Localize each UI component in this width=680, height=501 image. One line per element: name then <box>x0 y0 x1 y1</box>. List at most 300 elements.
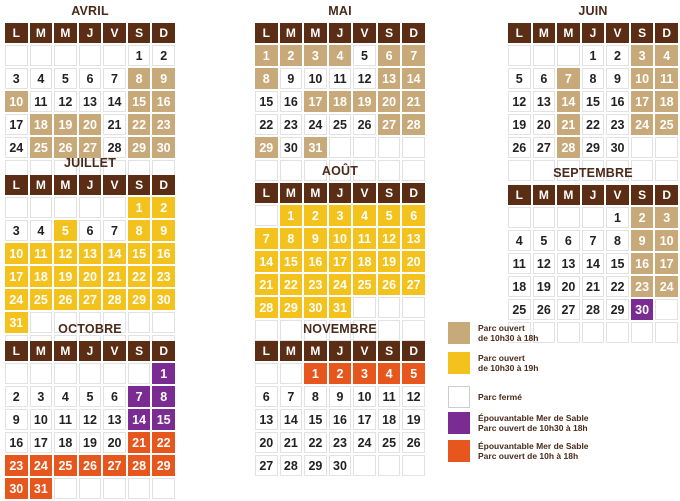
empty-cell <box>631 322 654 343</box>
day-cell: 4 <box>378 363 401 384</box>
day-cell: 16 <box>606 91 629 112</box>
day-cell: 1 <box>280 205 303 226</box>
day-cell: 7 <box>557 68 580 89</box>
day-cell: 28 <box>280 455 303 476</box>
empty-cell <box>582 322 605 343</box>
weekday-header: M <box>54 341 77 361</box>
day-cell: 15 <box>582 91 605 112</box>
weekday-header: D <box>402 341 425 361</box>
day-cell: 15 <box>304 409 327 430</box>
day-cell: 19 <box>378 251 401 272</box>
day-cell: 21 <box>128 432 151 453</box>
weekday-header: D <box>655 23 678 43</box>
day-cell: 12 <box>54 243 77 264</box>
day-cell: 20 <box>402 251 425 272</box>
weekday-header: M <box>304 23 327 43</box>
day-cell: 9 <box>280 68 303 89</box>
empty-cell <box>533 207 556 228</box>
day-cell: 25 <box>329 114 352 135</box>
day-cell: 15 <box>255 91 278 112</box>
day-cell: 30 <box>304 297 327 318</box>
empty-cell <box>54 45 77 66</box>
weekday-header: S <box>128 175 151 195</box>
day-cell: 4 <box>353 205 376 226</box>
legend-line2: de 10h30 à 19h <box>478 363 539 373</box>
day-cell: 18 <box>353 251 376 272</box>
day-cell: 18 <box>655 91 678 112</box>
calendar-grid <box>253 339 427 478</box>
day-cell: 12 <box>353 68 376 89</box>
day-cell: 17 <box>329 251 352 272</box>
day-cell: 1 <box>128 45 151 66</box>
legend-item-c1 <box>448 322 538 344</box>
day-cell: 29 <box>128 289 151 310</box>
weekday-header: L <box>5 23 28 43</box>
day-cell: 20 <box>79 266 102 287</box>
empty-cell <box>329 137 352 158</box>
day-cell: 24 <box>655 276 678 297</box>
month-title: OCTOBRE <box>58 322 122 336</box>
day-cell: 9 <box>631 230 654 251</box>
day-cell: 24 <box>304 114 327 135</box>
month-mai <box>255 0 425 173</box>
day-cell: 28 <box>255 297 278 318</box>
day-cell: 26 <box>402 432 425 453</box>
weekday-header: V <box>606 185 629 205</box>
day-cell: 25 <box>30 137 53 158</box>
day-cell: 2 <box>631 207 654 228</box>
weekday-header: D <box>152 23 175 43</box>
day-cell: 7 <box>280 386 303 407</box>
legend-line1: Parc ouvert <box>478 353 525 363</box>
empty-cell <box>79 197 102 218</box>
empty-cell <box>353 455 376 476</box>
day-cell: 23 <box>631 276 654 297</box>
day-cell: 29 <box>255 137 278 158</box>
day-cell: 20 <box>378 91 401 112</box>
legend-line1: Épouvantable Mer de Sable <box>478 413 589 423</box>
day-cell: 25 <box>655 114 678 135</box>
day-cell: 8 <box>280 228 303 249</box>
legend-line1: Parc ouvert <box>478 323 525 333</box>
weekday-header: L <box>508 185 531 205</box>
day-cell: 16 <box>152 243 175 264</box>
weekday-header: M <box>304 183 327 203</box>
day-cell: 24 <box>329 274 352 295</box>
day-cell: 23 <box>152 114 175 135</box>
legend-text <box>478 353 538 373</box>
legend-swatch <box>448 440 470 462</box>
day-cell: 29 <box>128 137 151 158</box>
day-cell: 1 <box>152 363 175 384</box>
day-cell: 7 <box>103 220 126 241</box>
day-cell: 30 <box>329 455 352 476</box>
day-cell: 30 <box>152 137 175 158</box>
empty-cell <box>402 137 425 158</box>
legend-item-c3 <box>448 412 589 434</box>
day-cell: 5 <box>353 45 376 66</box>
day-cell: 23 <box>329 432 352 453</box>
day-cell: 21 <box>255 274 278 295</box>
empty-cell <box>30 45 53 66</box>
day-cell: 23 <box>5 455 28 476</box>
empty-cell <box>378 455 401 476</box>
day-cell: 13 <box>533 91 556 112</box>
day-cell: 28 <box>103 137 126 158</box>
day-cell: 10 <box>353 386 376 407</box>
day-cell: 14 <box>582 253 605 274</box>
day-cell: 14 <box>280 409 303 430</box>
weekday-header: D <box>152 341 175 361</box>
day-cell: 13 <box>79 91 102 112</box>
day-cell: 6 <box>378 45 401 66</box>
day-cell: 28 <box>402 114 425 135</box>
weekday-header: V <box>103 175 126 195</box>
legend-line1: Épouvantable Mer de Sable <box>478 441 589 451</box>
day-cell: 11 <box>30 91 53 112</box>
day-cell: 18 <box>30 266 53 287</box>
day-cell: 12 <box>533 253 556 274</box>
day-cell: 28 <box>103 289 126 310</box>
month-juillet <box>5 152 175 346</box>
day-cell: 19 <box>54 266 77 287</box>
legend-item-closed <box>448 386 522 408</box>
day-cell: 18 <box>508 276 531 297</box>
day-cell: 8 <box>255 68 278 89</box>
weekday-header: S <box>128 23 151 43</box>
day-cell: 27 <box>557 299 580 320</box>
empty-cell <box>54 363 77 384</box>
day-cell: 7 <box>582 230 605 251</box>
day-cell: 30 <box>631 299 654 320</box>
day-cell: 17 <box>5 114 28 135</box>
day-cell: 1 <box>606 207 629 228</box>
weekday-header: J <box>329 341 352 361</box>
legend-text <box>478 392 522 402</box>
empty-cell <box>655 299 678 320</box>
day-cell: 10 <box>329 228 352 249</box>
empty-cell <box>79 45 102 66</box>
day-cell: 19 <box>508 114 531 135</box>
day-cell: 31 <box>329 297 352 318</box>
day-cell: 21 <box>280 432 303 453</box>
weekday-header: M <box>30 341 53 361</box>
day-cell: 9 <box>5 409 28 430</box>
day-cell: 7 <box>103 68 126 89</box>
day-cell: 16 <box>304 251 327 272</box>
legend-line1: Parc fermé <box>478 392 522 402</box>
day-cell: 25 <box>508 299 531 320</box>
empty-cell <box>128 363 151 384</box>
day-cell: 14 <box>103 91 126 112</box>
weekday-header: D <box>402 183 425 203</box>
empty-cell <box>402 297 425 318</box>
empty-cell <box>378 137 401 158</box>
day-cell: 21 <box>557 114 580 135</box>
day-cell: 4 <box>54 386 77 407</box>
day-cell: 30 <box>5 478 28 499</box>
weekday-header: M <box>30 175 53 195</box>
day-cell: 20 <box>255 432 278 453</box>
day-cell: 31 <box>304 137 327 158</box>
empty-cell <box>557 207 580 228</box>
day-cell: 3 <box>631 45 654 66</box>
weekday-header: D <box>152 175 175 195</box>
day-cell: 29 <box>582 137 605 158</box>
day-cell: 28 <box>128 455 151 476</box>
day-cell: 31 <box>5 312 28 333</box>
legend-text <box>478 323 538 343</box>
day-cell: 3 <box>5 68 28 89</box>
weekday-header: V <box>353 23 376 43</box>
day-cell: 10 <box>30 409 53 430</box>
day-cell: 22 <box>606 276 629 297</box>
day-cell: 15 <box>606 253 629 274</box>
day-cell: 27 <box>533 137 556 158</box>
weekday-header: S <box>631 185 654 205</box>
day-cell: 22 <box>152 432 175 453</box>
day-cell: 21 <box>103 114 126 135</box>
weekday-header: L <box>255 23 278 43</box>
legend-item-c2 <box>448 352 538 374</box>
day-cell: 6 <box>557 230 580 251</box>
month-octobre <box>5 318 175 496</box>
day-cell: 6 <box>79 220 102 241</box>
day-cell: 26 <box>353 114 376 135</box>
day-cell: 21 <box>103 266 126 287</box>
day-cell: 23 <box>304 274 327 295</box>
day-cell: 16 <box>152 91 175 112</box>
day-cell: 10 <box>5 91 28 112</box>
empty-cell <box>582 207 605 228</box>
day-cell: 20 <box>79 114 102 135</box>
legend-text <box>478 413 589 433</box>
empty-cell <box>631 137 654 158</box>
day-cell: 3 <box>304 45 327 66</box>
month-title: SEPTEMBRE <box>553 166 633 180</box>
day-cell: 26 <box>508 137 531 158</box>
day-cell: 8 <box>304 386 327 407</box>
empty-cell <box>30 363 53 384</box>
month-septembre <box>508 162 678 335</box>
empty-cell <box>353 297 376 318</box>
day-cell: 2 <box>304 205 327 226</box>
calendar-grid <box>506 21 680 183</box>
weekday-header: J <box>329 183 352 203</box>
day-cell: 5 <box>378 205 401 226</box>
day-cell: 19 <box>533 276 556 297</box>
day-cell: 15 <box>128 91 151 112</box>
day-cell: 12 <box>402 386 425 407</box>
day-cell: 11 <box>30 243 53 264</box>
day-cell: 18 <box>378 409 401 430</box>
weekday-header: V <box>606 23 629 43</box>
day-cell: 20 <box>533 114 556 135</box>
month-title: JUIN <box>578 4 608 18</box>
weekday-header: L <box>255 183 278 203</box>
day-cell: 9 <box>152 220 175 241</box>
empty-cell <box>103 45 126 66</box>
day-cell: 2 <box>329 363 352 384</box>
day-cell: 11 <box>329 68 352 89</box>
day-cell: 23 <box>606 114 629 135</box>
day-cell: 19 <box>54 114 77 135</box>
empty-cell <box>280 363 303 384</box>
weekday-header: M <box>30 23 53 43</box>
weekday-header: M <box>533 185 556 205</box>
day-cell: 26 <box>54 289 77 310</box>
weekday-header: S <box>631 23 654 43</box>
day-cell: 12 <box>54 91 77 112</box>
day-cell: 6 <box>79 68 102 89</box>
day-cell: 8 <box>606 230 629 251</box>
day-cell: 4 <box>329 45 352 66</box>
month-novembre <box>255 318 425 473</box>
empty-cell <box>378 297 401 318</box>
day-cell: 27 <box>79 289 102 310</box>
weekday-header: M <box>557 185 580 205</box>
empty-cell <box>655 137 678 158</box>
day-cell: 27 <box>103 455 126 476</box>
empty-cell <box>54 197 77 218</box>
day-cell: 16 <box>329 409 352 430</box>
day-cell: 11 <box>508 253 531 274</box>
weekday-header: L <box>5 175 28 195</box>
month-aout <box>255 160 425 333</box>
day-cell: 20 <box>103 432 126 453</box>
day-cell: 30 <box>606 137 629 158</box>
day-cell: 13 <box>103 409 126 430</box>
empty-cell <box>5 363 28 384</box>
day-cell: 2 <box>280 45 303 66</box>
month-title: JUILLET <box>63 156 117 170</box>
weekday-header: D <box>655 185 678 205</box>
day-cell: 22 <box>582 114 605 135</box>
day-cell: 11 <box>353 228 376 249</box>
day-cell: 6 <box>255 386 278 407</box>
month-title: AVRIL <box>71 4 109 18</box>
day-cell: 22 <box>255 114 278 135</box>
day-cell: 24 <box>5 289 28 310</box>
day-cell: 13 <box>378 68 401 89</box>
day-cell: 3 <box>353 363 376 384</box>
day-cell: 10 <box>631 68 654 89</box>
weekday-header: M <box>54 23 77 43</box>
day-cell: 17 <box>30 432 53 453</box>
day-cell: 29 <box>152 455 175 476</box>
day-cell: 5 <box>508 68 531 89</box>
day-cell: 24 <box>353 432 376 453</box>
month-title: AOÛT <box>321 164 359 178</box>
weekday-header: D <box>402 23 425 43</box>
day-cell: 5 <box>54 68 77 89</box>
weekday-header: S <box>378 183 401 203</box>
day-cell: 26 <box>79 455 102 476</box>
day-cell: 1 <box>304 363 327 384</box>
day-cell: 14 <box>557 91 580 112</box>
day-cell: 21 <box>402 91 425 112</box>
day-cell: 2 <box>152 45 175 66</box>
weekday-header: M <box>533 23 556 43</box>
day-cell: 27 <box>79 137 102 158</box>
legend-swatch <box>448 412 470 434</box>
empty-cell <box>655 322 678 343</box>
weekday-header: M <box>557 23 580 43</box>
day-cell: 12 <box>79 409 102 430</box>
day-cell: 15 <box>280 251 303 272</box>
weekday-header: M <box>304 341 327 361</box>
day-cell: 6 <box>533 68 556 89</box>
day-cell: 19 <box>402 409 425 430</box>
day-cell: 4 <box>30 220 53 241</box>
day-cell: 1 <box>582 45 605 66</box>
day-cell: 21 <box>582 276 605 297</box>
empty-cell <box>54 478 77 499</box>
day-cell: 12 <box>378 228 401 249</box>
day-cell: 10 <box>304 68 327 89</box>
day-cell: 2 <box>606 45 629 66</box>
empty-cell <box>508 207 531 228</box>
day-cell: 13 <box>255 409 278 430</box>
weekday-header: V <box>103 341 126 361</box>
empty-cell <box>255 205 278 226</box>
day-cell: 4 <box>508 230 531 251</box>
day-cell: 26 <box>378 274 401 295</box>
day-cell: 9 <box>606 68 629 89</box>
month-avril <box>5 0 175 173</box>
weekday-header: S <box>378 23 401 43</box>
day-cell: 24 <box>5 137 28 158</box>
day-cell: 18 <box>329 91 352 112</box>
day-cell: 13 <box>402 228 425 249</box>
calendar-grid <box>3 339 177 501</box>
day-cell: 3 <box>329 205 352 226</box>
day-cell: 19 <box>353 91 376 112</box>
day-cell: 16 <box>5 432 28 453</box>
legend-line2: Parc ouvert de 10h30 à 18h <box>478 423 588 433</box>
day-cell: 10 <box>655 230 678 251</box>
month-title: NOVEMBRE <box>303 322 377 336</box>
empty-cell <box>353 137 376 158</box>
weekday-header: J <box>582 185 605 205</box>
day-cell: 18 <box>54 432 77 453</box>
day-cell: 28 <box>557 137 580 158</box>
day-cell: 2 <box>5 386 28 407</box>
day-cell: 3 <box>655 207 678 228</box>
legend-line2: de 10h30 à 18h <box>478 333 539 343</box>
day-cell: 9 <box>152 68 175 89</box>
day-cell: 17 <box>655 253 678 274</box>
empty-cell <box>152 478 175 499</box>
calendar-grid <box>506 183 680 345</box>
day-cell: 31 <box>30 478 53 499</box>
empty-cell <box>79 478 102 499</box>
empty-cell <box>557 322 580 343</box>
day-cell: 5 <box>402 363 425 384</box>
day-cell: 17 <box>304 91 327 112</box>
day-cell: 5 <box>54 220 77 241</box>
day-cell: 14 <box>255 251 278 272</box>
day-cell: 25 <box>30 289 53 310</box>
empty-cell <box>5 45 28 66</box>
day-cell: 30 <box>280 137 303 158</box>
day-cell: 24 <box>631 114 654 135</box>
weekday-header: L <box>255 341 278 361</box>
day-cell: 17 <box>353 409 376 430</box>
legend-line2: Parc ouvert de 10h à 18h <box>478 451 579 461</box>
day-cell: 2 <box>152 197 175 218</box>
day-cell: 27 <box>255 455 278 476</box>
